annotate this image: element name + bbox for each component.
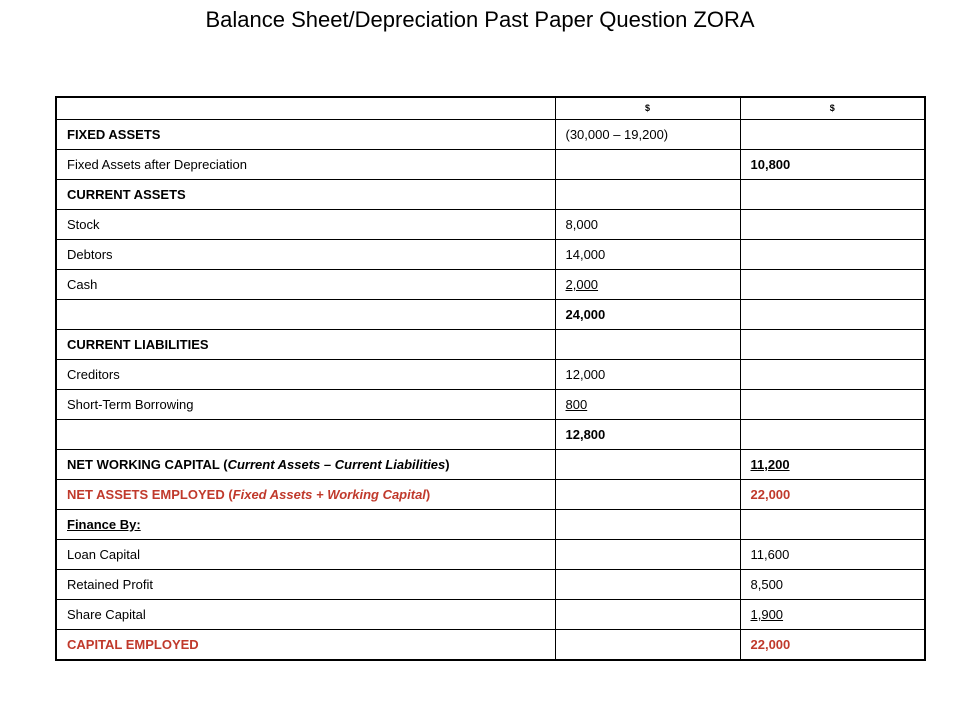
row-col2	[555, 480, 740, 510]
row-label: CURRENT LIABILITIES	[56, 330, 555, 360]
row-label-text: NET ASSETS EMPLOYED (	[67, 487, 233, 502]
row-label: Share Capital	[56, 600, 555, 630]
row-label: Retained Profit	[56, 570, 555, 600]
row-col2: 14,000	[555, 240, 740, 270]
row-col2	[555, 150, 740, 180]
row-col2: 12,000	[555, 360, 740, 390]
section-heading: Finance By:	[67, 517, 141, 532]
row-col3: 22,000	[740, 630, 925, 661]
row-col2	[555, 390, 740, 420]
row-label: Cash	[56, 270, 555, 300]
row-col3	[740, 390, 925, 420]
row-col3	[740, 450, 925, 480]
row-label: Creditors	[56, 360, 555, 390]
header-cell-dollar-2: $	[740, 97, 925, 120]
table-row	[56, 630, 925, 661]
slide-title: Balance Sheet/Depreciation Past Paper Question ZORA	[205, 7, 755, 32]
table-row	[56, 360, 925, 390]
header-cell-dollar-1: $	[555, 97, 740, 120]
row-col3	[740, 270, 925, 300]
row-label: Debtors	[56, 240, 555, 270]
row-col2	[555, 330, 740, 360]
table-row	[56, 480, 925, 510]
row-col3	[740, 240, 925, 270]
table-row	[56, 330, 925, 360]
table-row	[56, 180, 925, 210]
table-row	[56, 210, 925, 240]
row-col3: 10,800	[740, 150, 925, 180]
row-label	[56, 420, 555, 450]
row-col2	[555, 450, 740, 480]
row-col2: 12,800	[555, 420, 740, 450]
row-col3: 8,500	[740, 570, 925, 600]
row-label: Loan Capital	[56, 540, 555, 570]
row-col3: 22,000	[740, 480, 925, 510]
row-col2: 8,000	[555, 210, 740, 240]
row-label-note: Current Assets – Current Liabilities	[227, 457, 446, 472]
row-label	[56, 450, 555, 480]
table-row	[56, 120, 925, 150]
table-row	[56, 420, 925, 450]
row-label: CAPITAL EMPLOYED	[56, 630, 555, 661]
table-row	[56, 450, 925, 480]
table-row	[56, 540, 925, 570]
row-col2	[555, 540, 740, 570]
table-row	[56, 390, 925, 420]
row-label-close: )	[445, 457, 450, 472]
row-label-text: NET WORKING CAPITAL (	[67, 457, 228, 472]
row-col3	[740, 420, 925, 450]
row-label: Fixed Assets after Depreciation	[56, 150, 555, 180]
row-col2: (30,000 – 19,200)	[555, 120, 740, 150]
row-label: CURRENT ASSETS	[56, 180, 555, 210]
row-col3	[740, 180, 925, 210]
row-label: Stock	[56, 210, 555, 240]
row-col2	[555, 510, 740, 540]
table-row	[56, 240, 925, 270]
row-col2	[555, 630, 740, 661]
table-row	[56, 510, 925, 540]
header-cell-label	[56, 97, 555, 120]
underlined-value: 800	[565, 397, 588, 412]
row-label	[56, 510, 555, 540]
row-label	[56, 300, 555, 330]
row-col3	[740, 210, 925, 240]
row-col3	[740, 360, 925, 390]
table-row	[56, 570, 925, 600]
row-col3	[740, 120, 925, 150]
row-label	[56, 480, 555, 510]
row-col2	[555, 570, 740, 600]
balance-sheet-table	[55, 96, 926, 661]
row-label-close: )	[425, 487, 431, 502]
row-col2	[555, 270, 740, 300]
row-col3	[740, 510, 925, 540]
table-row	[56, 300, 925, 330]
row-label: FIXED ASSETS	[56, 120, 555, 150]
table-row	[56, 600, 925, 630]
row-col3	[740, 600, 925, 630]
row-col2	[555, 180, 740, 210]
row-col3	[740, 330, 925, 360]
underlined-value: 1,900	[750, 607, 784, 622]
table-row	[56, 270, 925, 300]
row-label: Short-Term Borrowing	[56, 390, 555, 420]
underlined-value: 11,200	[750, 457, 790, 472]
row-col2	[555, 600, 740, 630]
table-header-row	[56, 97, 925, 120]
table-row	[56, 150, 925, 180]
underlined-value: 2,000	[565, 277, 599, 292]
row-label-note: Fixed Assets + Working Capital	[232, 487, 426, 502]
row-col3	[740, 300, 925, 330]
row-col3: 11,600	[740, 540, 925, 570]
row-col2: 24,000	[555, 300, 740, 330]
